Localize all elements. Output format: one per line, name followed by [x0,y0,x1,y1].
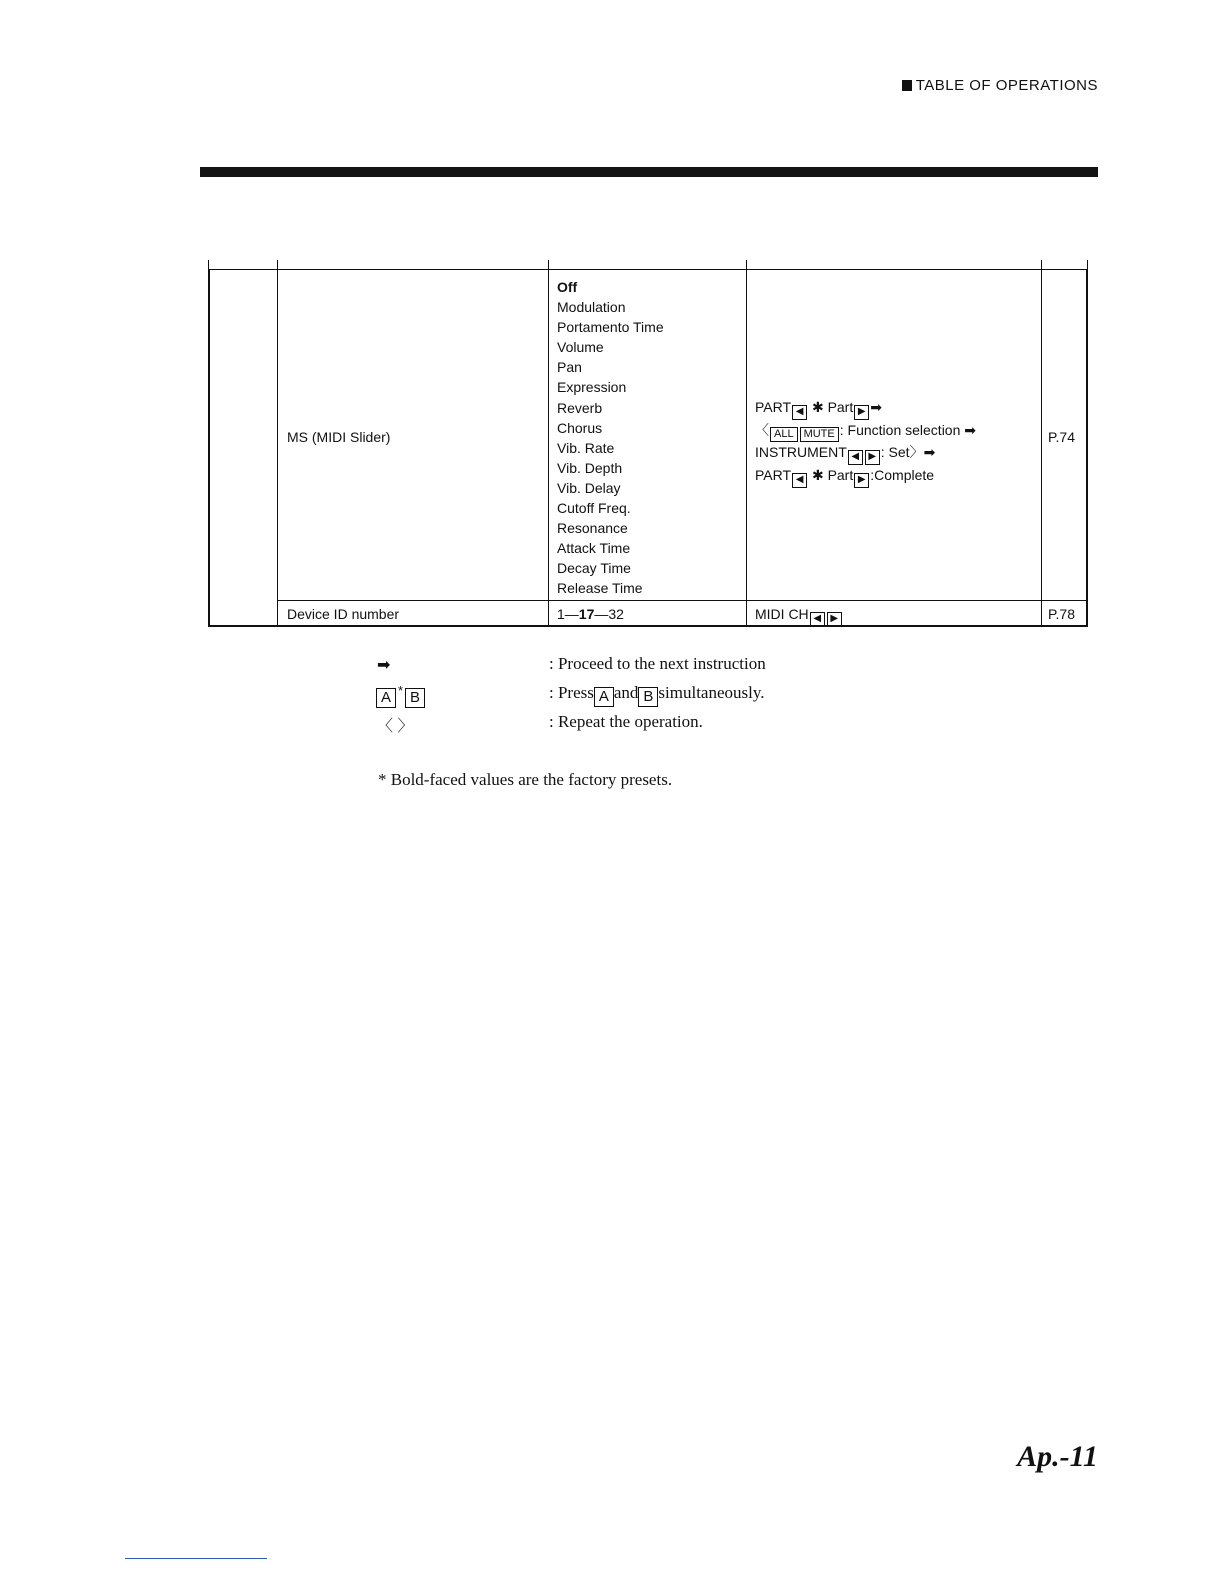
page-reference: P.78 [1048,606,1075,622]
table-divider [208,260,209,270]
value-item: Vib. Rate [557,439,615,456]
table-divider [746,260,747,627]
operation-line: MIDI CH ◀ ▶ [755,606,843,627]
right-arrow-key-icon: ▶ [854,405,869,420]
key-a-icon: A [376,688,396,708]
legend-symbol: 〈 〉 [377,718,414,735]
page-number: Ap.-11 [1017,1440,1098,1473]
operation-line: 〈 ALL MUTE : Function selection ➡ [755,422,976,440]
table-divider [1087,260,1088,270]
legend-desc: : Repeat the operation. [549,712,703,731]
value-item: Portamento Time [557,319,664,336]
value-item: Decay Time [557,560,631,577]
right-arrow-key-icon: ▶ [865,450,880,465]
value-range: 1—17—32 [557,606,624,622]
value-list [557,277,664,599]
repeat-close-icon: 〉 [909,444,924,460]
key-b-icon: B [638,687,658,707]
asterisk-icon: ✱ [811,467,824,483]
key-a-icon: A [594,687,614,707]
operation-steps [755,397,976,488]
operation-line: INSTRUMENT ◀ ▶ : Set〉➡ [755,442,976,465]
table-divider [277,260,278,627]
table-divider [1041,260,1042,627]
legend-desc: : Press A and B simultaneously. [549,683,765,705]
value-item: Off [557,279,578,295]
value-item: Modulation [557,299,626,316]
value-item: Expression [557,379,627,396]
value-item: Volume [557,339,604,356]
left-arrow-key-icon: ◀ [810,612,825,627]
header-bar [200,167,1098,177]
repeat-open-icon: 〈 [755,422,769,438]
row-divider [277,600,1088,601]
value-item: Vib. Delay [557,479,621,496]
function-name: Device ID number [287,606,400,622]
arrow-right-icon: ➡ [870,399,882,415]
arrow-right-icon: ➡ [923,444,936,460]
left-arrow-key-icon: ◀ [792,473,807,488]
key-b-icon: B [405,688,425,708]
page-header-title: TABLE OF OPERATIONS [902,77,1098,94]
legend-symbol: ➡ [377,657,391,674]
mute-key-icon: MUTE [800,427,839,442]
value-item: Vib. Depth [557,459,623,476]
footnote: * Bold-faced values are the factory presets. [378,770,673,789]
value-item: Chorus [557,419,603,436]
value-item: Attack Time [557,540,631,557]
page-reference: P.74 [1048,429,1075,445]
value-item: Reverb [557,399,603,416]
left-arrow-key-icon: ◀ [848,450,863,465]
left-arrow-key-icon: ◀ [792,405,807,420]
value-item: Release Time [557,580,643,597]
operation-line: PART ◀ ✱ Part ▶ ➡ [755,397,976,420]
value-item: Cutoff Freq. [557,500,631,517]
arrow-right-icon: ➡ [964,422,976,438]
table-divider [548,260,549,627]
operation-line: PART ◀ ✱ Part ▶ :Complete [755,465,976,488]
bottom-rule [125,1558,267,1559]
function-name: MS (MIDI Slider) [287,429,391,445]
value-item: Pan [557,359,582,376]
right-arrow-key-icon: ▶ [854,473,869,488]
right-arrow-key-icon: ▶ [827,612,842,627]
legend-desc: : Proceed to the next instruction [549,654,766,673]
asterisk-icon: ✱ [811,399,824,415]
all-key-icon: ALL [770,427,798,442]
square-bullet-icon [902,80,912,91]
value-item: Resonance [557,520,628,537]
legend-symbol: A * B [376,683,425,708]
